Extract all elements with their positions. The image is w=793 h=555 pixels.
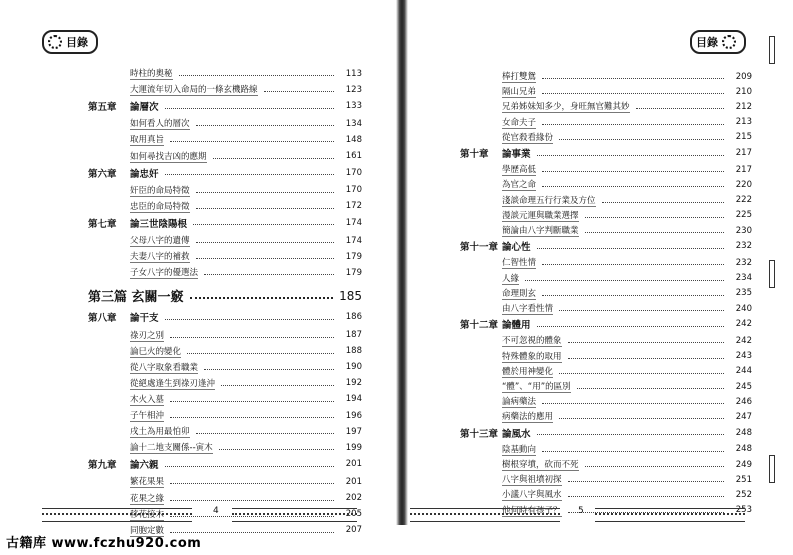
- toc-entry-row: [460, 458, 752, 471]
- toc-entry-row: [88, 345, 362, 358]
- page-number: 172: [345, 201, 362, 212]
- toc-entry-row: [88, 475, 362, 488]
- leader-dots: [190, 297, 334, 299]
- toc-entry-row: [460, 85, 752, 98]
- toc-entry-row: [460, 488, 752, 501]
- entry-title: 大運流年切入命局的一條玄機路線: [130, 85, 258, 96]
- page-number: 220: [735, 179, 752, 190]
- leader-dots: [179, 75, 334, 76]
- entry-title: 論三世陰陽根: [130, 218, 188, 230]
- toc-entry-row: [460, 272, 752, 285]
- page-number: 199: [345, 442, 362, 453]
- toc-entry-row: [460, 350, 752, 363]
- leader-dots: [170, 483, 334, 484]
- entry-title: 論干支: [130, 313, 159, 325]
- entry-title: 戌土為用最怕卯: [130, 427, 190, 438]
- leader-dots: [165, 174, 334, 175]
- chapter-row: [460, 146, 752, 160]
- toc-entry-row: [460, 380, 752, 393]
- toc-entry-row: [88, 361, 362, 374]
- leader-dots: [264, 91, 334, 92]
- leader-dots: [559, 310, 724, 311]
- entry-title: 八字與祖墳初探: [502, 475, 562, 486]
- page-number: 201: [345, 476, 362, 487]
- entry-title: 子午相沖: [130, 411, 165, 421]
- chapter-label: 第六章: [88, 168, 117, 180]
- footer-ornament-left-2: [232, 508, 357, 522]
- leader-dots: [170, 337, 334, 338]
- page-number: 194: [345, 394, 362, 405]
- entry-title: “體”、“用”的區別: [502, 382, 571, 392]
- page-number: 232: [735, 257, 752, 268]
- page-number: 248: [735, 427, 752, 438]
- page-number: 192: [345, 378, 362, 389]
- leader-dots: [170, 417, 334, 418]
- leader-dots: [221, 385, 334, 386]
- leader-dots: [585, 466, 724, 467]
- chapter-row: [88, 99, 362, 113]
- left-header-label: 目錄: [66, 36, 88, 49]
- page-number: 249: [735, 459, 752, 470]
- entry-title: 樹根穿墳，砍而不死: [502, 460, 579, 470]
- toc-entry-row: [460, 116, 752, 129]
- page-number: 202: [345, 493, 362, 503]
- leader-dots: [170, 141, 334, 142]
- toc-entry-row: [460, 302, 752, 315]
- page-number: 134: [345, 118, 362, 129]
- flower-icon: [48, 35, 62, 49]
- page-number: 245: [735, 381, 752, 392]
- entry-title: 論風水: [502, 428, 531, 440]
- toc-entry-row: [460, 443, 752, 456]
- leader-dots: [542, 186, 724, 187]
- page-number: 213: [735, 117, 752, 128]
- toc-entry-row: [460, 131, 752, 144]
- leader-dots: [165, 466, 334, 467]
- page-number: 246: [735, 396, 752, 407]
- leader-dots: [219, 449, 334, 450]
- page-number: 243: [735, 351, 752, 362]
- entry-title: 為官之命: [502, 180, 537, 191]
- page-number: 232: [735, 241, 752, 252]
- leader-dots: [542, 171, 724, 172]
- entry-title: 學歷高低: [502, 165, 537, 176]
- leader-dots: [585, 232, 724, 233]
- page-number: 247: [735, 411, 752, 422]
- chapter-row: [88, 310, 362, 324]
- page-number: 242: [735, 319, 752, 330]
- leader-dots: [165, 108, 334, 109]
- entry-title: 夫妻八字的補救: [130, 252, 190, 263]
- page-number: 225: [735, 210, 752, 221]
- toc-entry-row: [460, 100, 752, 113]
- leader-dots: [585, 217, 724, 218]
- entry-title: 奸臣的命局特徵: [130, 185, 190, 196]
- leader-dots: [193, 224, 334, 225]
- chapter-label: 第十章: [460, 149, 489, 160]
- entry-title: 花果之緣: [130, 493, 165, 504]
- page-number: 210: [735, 86, 752, 97]
- leader-dots: [170, 401, 334, 402]
- page-number: 196: [345, 410, 362, 421]
- toc-entry-row: [460, 194, 752, 207]
- entry-title: 不可忽視的體象: [502, 336, 562, 347]
- toc-entry-row: [88, 133, 362, 146]
- chapter-label: 第五章: [88, 102, 117, 114]
- toc-entry-row: [88, 409, 362, 422]
- left-page: [0, 0, 395, 536]
- left-header-tab: [42, 30, 98, 54]
- entry-title: 同胞定數: [130, 525, 165, 536]
- toc-entry-row: [460, 395, 752, 408]
- entry-title: 陰基動向: [502, 444, 537, 455]
- entry-title: 論層次: [130, 102, 159, 114]
- leader-dots: [559, 139, 724, 140]
- leader-dots: [559, 373, 724, 374]
- page-number: 161: [345, 151, 362, 161]
- page-number: 234: [735, 273, 752, 284]
- entry-title: 人緣: [502, 273, 520, 284]
- entry-title: 體於用神變化: [502, 366, 554, 377]
- toc-entry-row: [88, 425, 362, 438]
- toc-entry-row: [88, 117, 362, 130]
- toc-entry-row: [460, 410, 752, 423]
- entry-title: 淺談命理五行行業及方位: [502, 195, 596, 206]
- watermark-text: 古籍库 www.fczhu920.com: [6, 536, 202, 551]
- entry-title: 小議八字與風水: [502, 490, 562, 501]
- footer-ornament-left: [42, 508, 192, 522]
- entry-title: 兄弟姊妹知多少，身旺無官難其妙: [502, 102, 630, 113]
- entry-title: 論六親: [130, 460, 159, 472]
- page-number: 187: [345, 330, 362, 340]
- toc-entry-row: [460, 365, 752, 378]
- leader-dots: [636, 108, 724, 109]
- page-number: 170: [345, 167, 362, 178]
- edge-tab-mark: [769, 260, 775, 288]
- entry-title: 移花接木: [130, 509, 165, 520]
- entry-title: 父母八字的遺傳: [130, 236, 190, 246]
- toc-entry-row: [460, 70, 752, 83]
- leader-dots: [204, 369, 334, 370]
- page-number: 179: [345, 251, 362, 262]
- toc-entry-row: [88, 250, 362, 263]
- page-number: 174: [345, 217, 362, 228]
- page-number: 253: [735, 505, 752, 516]
- toc-entry-row: [88, 83, 362, 96]
- leader-dots: [568, 358, 724, 359]
- toc-entry-row: [88, 234, 362, 247]
- leader-dots: [542, 451, 724, 452]
- toc-entry-row: [460, 473, 752, 486]
- page-number: 207: [345, 525, 362, 536]
- leader-dots: [542, 93, 724, 94]
- entry-title: 子女八字的優選法: [130, 268, 199, 279]
- leader-dots: [568, 342, 724, 343]
- entry-title: 論心性: [502, 242, 531, 254]
- entry-title: 取用真旨: [130, 135, 165, 146]
- page-number: 252: [735, 489, 752, 500]
- page-number: 113: [345, 68, 362, 79]
- page-number: 230: [735, 225, 752, 236]
- entry-title: 第三篇 玄關一竅: [88, 290, 184, 306]
- chapter-row: [88, 216, 362, 230]
- part-heading-row: [88, 286, 362, 305]
- page-number: 215: [735, 132, 752, 143]
- leader-dots: [196, 192, 334, 193]
- toc-entry-row: [460, 334, 752, 347]
- entry-title: 簡論由八字判斷職業: [502, 226, 579, 236]
- edge-tab-mark: [769, 36, 775, 64]
- page-number: 240: [735, 303, 752, 314]
- page-number: 185: [339, 288, 362, 303]
- page-number: 248: [735, 444, 752, 455]
- leader-dots: [542, 403, 724, 404]
- toc-entry-row: [88, 393, 362, 406]
- leader-dots: [568, 481, 724, 482]
- toc-entry-row: [88, 492, 362, 505]
- right-page-number: 5: [578, 506, 584, 516]
- entry-title: 論事業: [502, 149, 531, 160]
- entry-title: 隔山兄弟: [502, 87, 537, 98]
- page-number: 186: [345, 312, 362, 323]
- leader-dots: [196, 208, 334, 209]
- entry-title: 命理則玄: [502, 288, 537, 299]
- entry-title: 特殊體象的取用: [502, 351, 562, 362]
- page-number: 205: [345, 509, 362, 520]
- footer-ornament-right: [410, 508, 560, 522]
- page-number: 174: [345, 235, 362, 246]
- leader-dots: [542, 78, 724, 79]
- toc-entry-row: [460, 256, 752, 269]
- leader-dots: [196, 125, 334, 126]
- toc-entry-row: [88, 377, 362, 390]
- leader-dots: [213, 158, 334, 159]
- page-number: 217: [735, 164, 752, 175]
- entry-title: 從官殺看緣份: [502, 132, 554, 143]
- entry-title: 繁花果果: [130, 477, 165, 488]
- chapter-label: 第八章: [88, 313, 117, 325]
- toc-entry-row: [88, 150, 362, 163]
- right-page: [400, 0, 755, 525]
- toc-entry-row: [460, 209, 752, 222]
- page-number: 201: [345, 459, 362, 470]
- page-number: 251: [735, 474, 752, 485]
- toc-entry-row: [460, 163, 752, 176]
- page-number: 244: [735, 366, 752, 377]
- entry-title: 論病藥法: [502, 397, 537, 408]
- entry-title: 論忠奸: [130, 168, 159, 180]
- page-number: 190: [345, 362, 362, 373]
- entry-title: 女命夫子: [502, 117, 537, 128]
- chapter-row: [460, 426, 752, 440]
- page-number: 222: [735, 195, 752, 206]
- leader-dots: [170, 500, 334, 501]
- entry-title: 忠臣的命局特徵: [130, 201, 190, 212]
- toc-entry-row: [460, 178, 752, 191]
- entry-title: 如何尋找吉凶的應期: [130, 151, 207, 162]
- entry-title: 論體用: [502, 320, 531, 332]
- page-number: 170: [345, 185, 362, 196]
- chapter-label: 第十一章: [460, 242, 499, 254]
- entry-title: 如何看人的層次: [130, 119, 190, 130]
- chapter-label: 第十二章: [460, 320, 499, 332]
- entry-title: 他何時有孩子？: [502, 505, 562, 516]
- page-number: 148: [345, 134, 362, 145]
- leader-dots: [204, 274, 334, 275]
- leader-dots: [568, 496, 724, 497]
- leader-dots: [537, 326, 724, 327]
- entry-title: 從八字取象看職業: [130, 362, 199, 373]
- page-number: 197: [345, 426, 362, 437]
- entry-title: 病藥法的應用: [502, 412, 554, 423]
- toc-entry-row: [88, 329, 362, 342]
- toc-entry-row: [88, 266, 362, 279]
- page-number: 123: [345, 84, 362, 95]
- entry-title: 仁智性情: [502, 258, 537, 269]
- chapter-label: 第九章: [88, 460, 117, 472]
- toc-entry-row: [88, 184, 362, 197]
- leader-dots: [542, 124, 724, 125]
- entry-title: 木火入墓: [130, 394, 165, 405]
- leader-dots: [196, 433, 334, 434]
- leader-dots: [537, 248, 724, 249]
- page-number: 242: [735, 335, 752, 346]
- leader-dots: [165, 319, 334, 320]
- page-number: 217: [735, 148, 752, 158]
- chapter-row: [460, 239, 752, 253]
- page-number: 188: [345, 346, 362, 357]
- leader-dots: [187, 353, 334, 354]
- leader-dots: [537, 434, 724, 435]
- leader-dots: [196, 242, 334, 243]
- toc-entry-row: [460, 287, 752, 300]
- page-number: 179: [345, 267, 362, 278]
- entry-title: 時柱的奧秘: [130, 69, 173, 79]
- entry-title: 從絕處逢生到祿刃逢沖: [130, 378, 216, 389]
- leader-dots: [525, 280, 724, 281]
- chapter-row: [88, 457, 362, 471]
- toc-entry-row: [88, 441, 362, 454]
- page-number: 212: [735, 101, 752, 112]
- page-number: 209: [735, 71, 752, 82]
- leader-dots: [537, 155, 724, 156]
- chapter-label: 第七章: [88, 218, 117, 230]
- chapter-row: [460, 317, 752, 331]
- leader-dots: [542, 295, 724, 296]
- entry-title: 祿刃之別: [130, 330, 165, 341]
- toc-entry-row: [88, 67, 362, 80]
- entry-title: 漫談元運與職業選擇: [502, 210, 579, 221]
- left-page-number: 4: [213, 506, 219, 516]
- footer-ornament-right-2: [595, 508, 745, 522]
- page-number: 235: [735, 288, 752, 299]
- leader-dots: [196, 258, 334, 259]
- entry-title: 棒打雙鴛: [502, 72, 537, 82]
- leader-dots: [577, 388, 724, 389]
- entry-title: 論十二地支關係--寅木: [130, 443, 213, 454]
- toc-entry-row: [88, 200, 362, 213]
- right-header-tab: [690, 30, 746, 54]
- flower-icon: [722, 35, 736, 49]
- leader-dots: [602, 202, 724, 203]
- chapter-row: [88, 166, 362, 180]
- right-header-label: 目錄: [696, 36, 718, 49]
- leader-dots: [559, 418, 724, 419]
- page-number: 133: [345, 101, 362, 112]
- entry-title: 論巳火的變化: [130, 346, 182, 357]
- leader-dots: [542, 264, 724, 265]
- edge-tab-mark: [769, 455, 775, 483]
- toc-entry-row: [460, 224, 752, 237]
- entry-title: 由八字看性情: [502, 304, 554, 314]
- chapter-label: 第十三章: [460, 428, 499, 440]
